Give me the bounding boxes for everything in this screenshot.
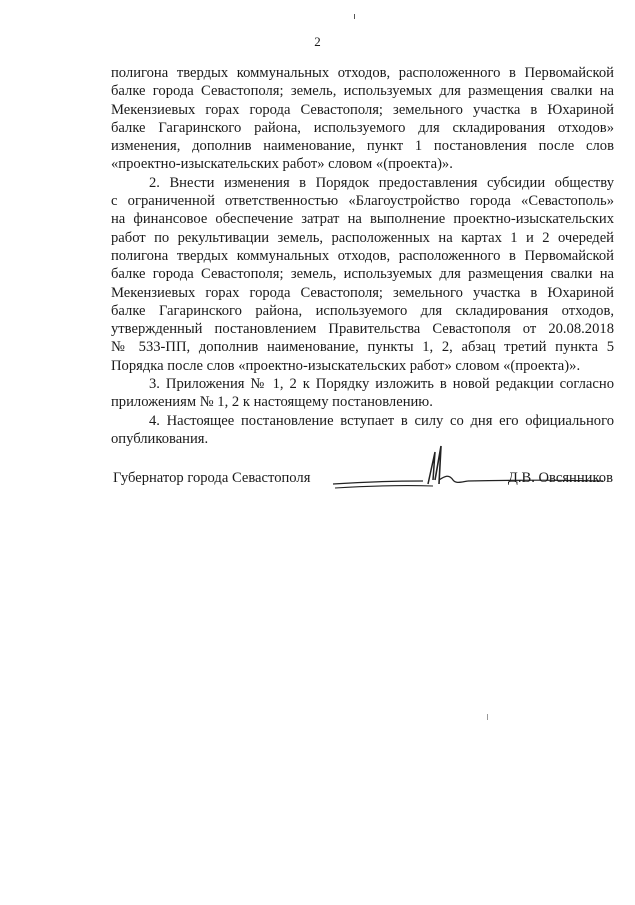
paragraph-item-3 (111, 375, 614, 412)
text-line: «проектно-изыскательских работ» словом «(проекта)». (111, 156, 453, 173)
text-line: полигона твердых коммунальных отходов, расположенного в Первомайской (111, 247, 614, 264)
signatory-position: Губернатор города Севастополя (113, 470, 311, 486)
text-line: Мекензиевых горах города Севастополя; земельного участка в Юхариной (111, 284, 614, 301)
text-line: балке города Севастополя; земель, используемых для размещения свалки на (111, 83, 614, 100)
text-line: с ограниченной ответственностью «Благоустройство города «Севастополь» (111, 193, 614, 210)
signatory-name: Д.В. Овсянников (507, 470, 613, 486)
text-line: на финансовое обеспечение затрат на выполнение проектно-изыскательских (111, 211, 614, 228)
text-line: опубликования. (111, 430, 209, 447)
text-line: полигона твердых коммунальных отходов, расположенного в Первомайской (111, 65, 614, 81)
text-line: приложениям № 1, 2 к настоящему постановлению. (111, 394, 433, 411)
text-line: Мекензиевых горах города Севастополя; земельного участка в Юхариной (111, 101, 614, 118)
text-line: Порядка после слов «проектно-изыскательских работ» словом «(проекта)». (111, 357, 581, 374)
document-body (111, 64, 614, 448)
signature-block (113, 470, 613, 496)
text-line: балке города Севастополя; земель, используемых для размещения свалки на (111, 266, 614, 283)
text-line: 4. Настоящее постановление вступает в силу со дня его официального (149, 412, 614, 429)
text-line: утвержденный постановлением Правительства Севастополя от 20.08.2018 (111, 321, 614, 338)
text-line: балке Гагаринского района, используемого для складирования отходов» (111, 119, 614, 136)
text-line: 2. Внести изменения в Порядок предоставления субсидии обществу (149, 174, 614, 191)
text-line: балке Гагаринского района, используемого для складирования отходов, (111, 302, 614, 319)
page-number: 2 (314, 34, 321, 49)
text-line: № 533-ПП, дополнив наименование, пункты 1, 2, абзац третий пункта 5 (111, 339, 614, 356)
text-line: работ по рекультивации земель, расположенных на картах 1 и 2 очередей (111, 229, 614, 246)
text-line: изменения, дополнив наименование, пункт 1 постановления после слов (111, 138, 614, 155)
paragraph-item-2 (111, 174, 614, 375)
paragraph-continuation (111, 64, 614, 174)
scan-mark (354, 14, 355, 19)
scan-mark (487, 714, 488, 720)
text-line: 3. Приложения № 1, 2 к Порядку изложить в новой редакции согласно (149, 376, 614, 393)
